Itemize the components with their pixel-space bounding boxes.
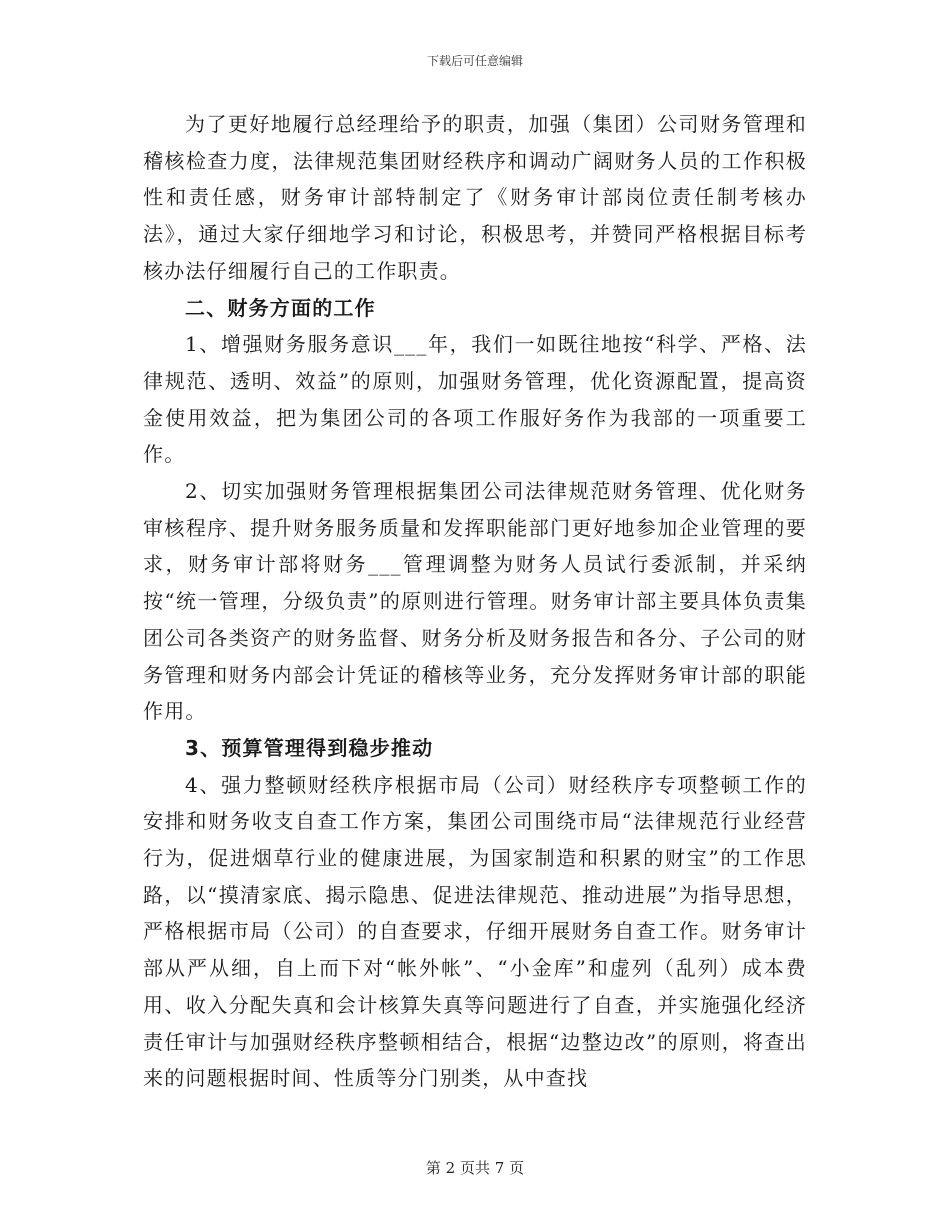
section-heading-budget: 3、预算管理得到稳步推动 (185, 735, 434, 760)
document-body (143, 106, 807, 1097)
section-heading-finance-work: 二、财务方面的工作 (185, 295, 376, 320)
paragraph-intro: 为了更好地履行总经理给予的职责，加强（集团）公司财务管理和稽核检查力度，法律规范集团财经秩序和调动广阔财务人员的工作积极性和责任感，财务审计部特制定了《财务审计部岗位责任制考核办法》，通过大家仔细地学习和讨论，积极思考，并赞同严格根据目标考核办法仔细履行自己的工作职责。 (143, 112, 807, 283)
paragraph-item-4: 4、强力整顿财经秩序根据市局（公司）财经秩序专项整顿工作的安排和财务收支自查工作方案，集团公司围绕市局“法律规范行业经营行为，促进烟草行业的健康进展，为国家制造和积累的财宝”的工作思路，以“摸清家底、揭示隐患、促进法律规范、推动进展”为指导思想，严格根据市局（公司）的自查要求，仔细开展财务自查工作。财务审计部从严从细，自上而下对“帐外帐”、“小金库”和虚列（乱列）成本费用、收入分配失真和会计核算失真等问题进行了自查，并实施强化经济责任审计与加强财经秩序整顿相结合，根据“边整边改”的原则，将查出来的问题根据时间、性质等分门别类，从中查找 (143, 772, 807, 1091)
paragraph-item-2: 2、切实加强财务管理根据集团公司法律规范财务管理、优化财务审核程序、提升财务服务质量和发挥职能部门更好地参加企业管理的要求，财务审计部将财务___管理调整为财务人员试行委派制，并采纳按“统一管理，分级负责”的原则进行管理。财务审计部主要具体负责集团公司各类资产的财务监督、财务分析及财务报告和各分、子公司的财务管理和财务内部会计凭证的稽核等业务，充分发挥财务审计部的职能作用。 (143, 479, 807, 724)
page-header: 下载后可任意编辑 (426, 54, 523, 68)
page-number-footer: 第 2 页共 7 页 (425, 1159, 525, 1177)
paragraph-item-1: 1、增强财务服务意识___年，我们一如既往地按“科学、严格、法律规范、透明、效益”的原则，加强财务管理，优化资源配置，提高资金使用效益，把为集团公司的各项工作服好务作为我部的一项重要工作。 (143, 332, 807, 467)
